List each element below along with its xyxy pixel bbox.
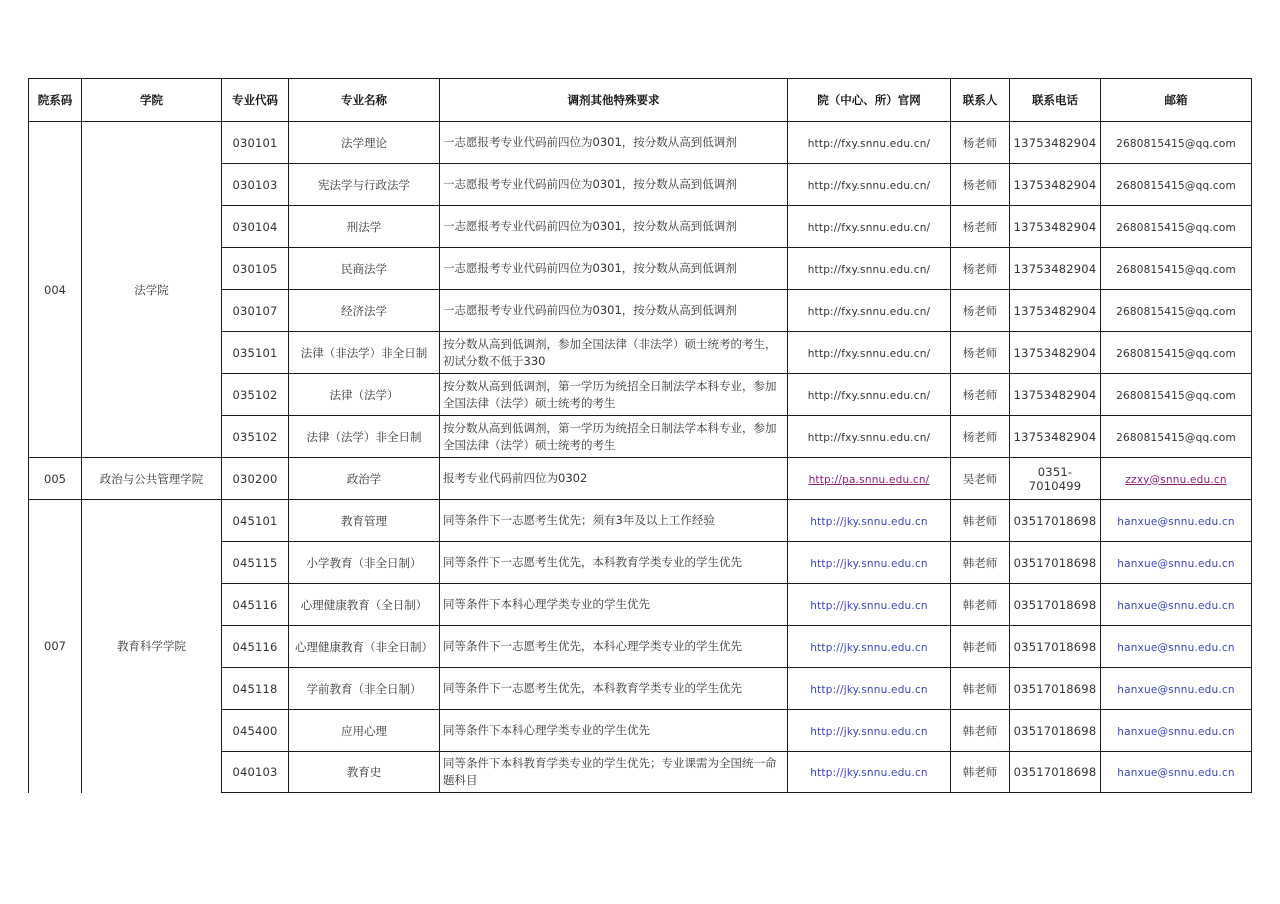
major-name-cell: 法律（法学）非全日制: [289, 416, 440, 458]
major-code-cell: 030105: [222, 248, 289, 290]
contact-cell: 韩老师: [951, 584, 1010, 626]
requirement-cell: 同等条件下本科心理学类专业的学生优先: [440, 710, 788, 752]
website-cell-link[interactable]: http://fxy.snnu.edu.cn/: [807, 179, 931, 192]
email-cell-link[interactable]: hanxue@snnu.edu.cn: [1117, 599, 1235, 612]
major-name-cell: 心理健康教育（非全日制）: [289, 626, 440, 668]
header-college: 学院: [82, 79, 222, 122]
phone-cell: 13753482904: [1010, 248, 1101, 290]
website-cell: [788, 290, 951, 332]
header-email: 邮箱: [1101, 79, 1252, 122]
dept-code-cell: 005: [29, 458, 82, 500]
email-cell: [1101, 164, 1252, 206]
website-cell-link[interactable]: http://fxy.snnu.edu.cn/: [807, 305, 931, 318]
website-cell-link[interactable]: http://jky.snnu.edu.cn: [810, 515, 928, 528]
major-code-cell: 045116: [222, 626, 289, 668]
email-cell-link[interactable]: hanxue@snnu.edu.cn: [1117, 725, 1235, 738]
major-code-cell: 030200: [222, 458, 289, 500]
contact-cell: 杨老师: [951, 164, 1010, 206]
website-cell-link[interactable]: http://jky.snnu.edu.cn: [810, 599, 928, 612]
major-code-cell: 030104: [222, 206, 289, 248]
table-row: [29, 122, 1252, 164]
contact-cell: 韩老师: [951, 668, 1010, 710]
website-cell-link[interactable]: http://jky.snnu.edu.cn: [810, 725, 928, 738]
major-name-cell: 小学教育（非全日制）: [289, 542, 440, 584]
header-dept-code: 院系码: [29, 79, 82, 122]
dept-code-cell: 004: [29, 122, 82, 458]
requirement-cell: 按分数从高到低调剂，第一学历为统招全日制法学本科专业，参加全国法律（法学）硕士统考的考生: [440, 416, 788, 458]
website-cell-link[interactable]: http://jky.snnu.edu.cn: [810, 641, 928, 654]
email-cell: [1101, 248, 1252, 290]
major-name-cell: 法学理论: [289, 122, 440, 164]
website-cell: [788, 122, 951, 164]
requirement-cell: 同等条件下本科心理学类专业的学生优先: [440, 584, 788, 626]
website-cell-link[interactable]: http://fxy.snnu.edu.cn/: [807, 431, 931, 444]
requirement-cell: 同等条件下本科教育学类专业的学生优先；专业课需为全国统一命题科目: [440, 752, 788, 793]
website-cell: [788, 584, 951, 626]
phone-cell: 13753482904: [1010, 416, 1101, 458]
major-name-cell: 心理健康教育（全日制）: [289, 584, 440, 626]
contact-cell: 韩老师: [951, 626, 1010, 668]
phone-cell: 03517018698: [1010, 542, 1101, 584]
contact-cell: 杨老师: [951, 332, 1010, 374]
major-code-cell: 030107: [222, 290, 289, 332]
contact-cell: 韩老师: [951, 500, 1010, 542]
email-cell-link[interactable]: 2680815415@qq.com: [1116, 221, 1236, 234]
table-row: [29, 458, 1252, 500]
email-cell: [1101, 668, 1252, 710]
email-cell-link[interactable]: 2680815415@qq.com: [1116, 137, 1236, 150]
major-code-cell: 035101: [222, 332, 289, 374]
email-cell: [1101, 332, 1252, 374]
website-cell: [788, 458, 951, 500]
website-cell-link[interactable]: http://jky.snnu.edu.cn: [810, 767, 928, 779]
header-requirement: 调剂其他特殊要求: [440, 79, 788, 122]
email-cell: [1101, 542, 1252, 584]
major-code-cell: 045101: [222, 500, 289, 542]
phone-cell: 03517018698: [1010, 668, 1101, 710]
contact-cell: 韩老师: [951, 710, 1010, 752]
email-cell: [1101, 626, 1252, 668]
college-cell: 法学院: [82, 122, 222, 458]
website-cell: [788, 668, 951, 710]
adjustment-table: [28, 78, 1252, 793]
requirement-cell: 按分数从高到低调剂，第一学历为统招全日制法学本科专业，参加全国法律（法学）硕士统考的考生: [440, 374, 788, 416]
email-cell: [1101, 458, 1252, 500]
major-code-cell: 045400: [222, 710, 289, 752]
phone-cell: 03517018698: [1010, 710, 1101, 752]
website-cell: [788, 416, 951, 458]
requirement-cell: 一志愿报考专业代码前四位为0301，按分数从高到低调剂: [440, 290, 788, 332]
major-name-cell: 民商法学: [289, 248, 440, 290]
header-major-code: 专业代码: [222, 79, 289, 122]
email-cell-link[interactable]: hanxue@snnu.edu.cn: [1117, 683, 1235, 696]
website-cell-link[interactable]: http://fxy.snnu.edu.cn/: [807, 389, 931, 402]
email-cell: [1101, 290, 1252, 332]
email-cell-link[interactable]: hanxue@snnu.edu.cn: [1117, 515, 1235, 528]
email-cell-link[interactable]: 2680815415@qq.com: [1116, 263, 1236, 276]
header-contact: 联系人: [951, 79, 1010, 122]
email-cell: [1101, 206, 1252, 248]
contact-cell: 杨老师: [951, 374, 1010, 416]
major-name-cell: 政治学: [289, 458, 440, 500]
website-cell: [788, 752, 951, 793]
major-name-cell: 教育史: [289, 752, 440, 793]
website-cell: [788, 206, 951, 248]
requirement-cell: 同等条件下一志愿考生优先；须有3年及以上工作经验: [440, 500, 788, 542]
major-code-cell: 030103: [222, 164, 289, 206]
dept-code-cell: 007: [29, 500, 82, 793]
major-code-cell: 040103: [222, 752, 289, 793]
website-cell-link[interactable]: http://pa.snnu.edu.cn/: [808, 473, 930, 486]
phone-cell: 03517018698: [1010, 500, 1101, 542]
contact-cell: 杨老师: [951, 290, 1010, 332]
email-cell: [1101, 710, 1252, 752]
email-cell-link[interactable]: hanxue@snnu.edu.cn: [1117, 641, 1235, 654]
college-cell: 政治与公共管理学院: [82, 458, 222, 500]
requirement-cell: 同等条件下一志愿考生优先，本科教育学类专业的学生优先: [440, 668, 788, 710]
contact-cell: 杨老师: [951, 122, 1010, 164]
email-cell: [1101, 374, 1252, 416]
website-cell-link[interactable]: http://fxy.snnu.edu.cn/: [807, 221, 931, 234]
website-cell-link[interactable]: http://jky.snnu.edu.cn: [810, 683, 928, 696]
contact-cell: 吴老师: [951, 458, 1010, 500]
website-cell: [788, 332, 951, 374]
requirement-cell: 报考专业代码前四位为0302: [440, 458, 788, 500]
phone-cell: 03517018698: [1010, 752, 1101, 793]
email-cell-link[interactable]: 2680815415@qq.com: [1116, 389, 1236, 402]
major-name-cell: 法律（非法学）非全日制: [289, 332, 440, 374]
major-code-cell: 045115: [222, 542, 289, 584]
contact-cell: 韩老师: [951, 542, 1010, 584]
requirement-cell: 一志愿报考专业代码前四位为0301，按分数从高到低调剂: [440, 122, 788, 164]
major-name-cell: 宪法学与行政法学: [289, 164, 440, 206]
header-phone: 联系电话: [1010, 79, 1101, 122]
contact-cell: 杨老师: [951, 248, 1010, 290]
email-cell-link[interactable]: 2680815415@qq.com: [1116, 305, 1236, 318]
website-cell-link[interactable]: http://jky.snnu.edu.cn: [810, 557, 928, 570]
major-code-cell: 035102: [222, 416, 289, 458]
website-cell-link[interactable]: http://fxy.snnu.edu.cn/: [807, 263, 931, 276]
requirement-cell: 按分数从高到低调剂，参加全国法律（非法学）硕士统考的考生，初试分数不低于330: [440, 332, 788, 374]
major-name-cell: 应用心理: [289, 710, 440, 752]
phone-cell: 13753482904: [1010, 164, 1101, 206]
requirement-cell: 同等条件下一志愿考生优先，本科心理学类专业的学生优先: [440, 626, 788, 668]
major-name-cell: 教育管理: [289, 500, 440, 542]
major-code-cell: 030101: [222, 122, 289, 164]
major-name-cell: 刑法学: [289, 206, 440, 248]
email-cell-link[interactable]: hanxue@snnu.edu.cn: [1117, 767, 1235, 779]
website-cell: [788, 626, 951, 668]
email-cell: [1101, 122, 1252, 164]
email-cell-link[interactable]: 2680815415@qq.com: [1116, 179, 1236, 192]
phone-cell: 13753482904: [1010, 122, 1101, 164]
email-cell-link[interactable]: zzxy@snnu.edu.cn: [1125, 473, 1227, 486]
email-cell-link[interactable]: 2680815415@qq.com: [1116, 431, 1236, 444]
website-cell: [788, 500, 951, 542]
header-website: 院（中心、所）官网: [788, 79, 951, 122]
major-code-cell: 035102: [222, 374, 289, 416]
email-cell: [1101, 752, 1252, 793]
website-cell: [788, 710, 951, 752]
website-cell-link[interactable]: http://fxy.snnu.edu.cn/: [807, 137, 931, 150]
email-cell: [1101, 416, 1252, 458]
website-cell: [788, 374, 951, 416]
major-name-cell: 法律（法学）: [289, 374, 440, 416]
email-cell-link[interactable]: hanxue@snnu.edu.cn: [1117, 557, 1235, 570]
requirement-cell: 一志愿报考专业代码前四位为0301，按分数从高到低调剂: [440, 164, 788, 206]
header-major-name: 专业名称: [289, 79, 440, 122]
email-cell: [1101, 584, 1252, 626]
website-cell-link[interactable]: http://fxy.snnu.edu.cn/: [807, 347, 931, 360]
contact-cell: 杨老师: [951, 206, 1010, 248]
requirement-cell: 一志愿报考专业代码前四位为0301，按分数从高到低调剂: [440, 206, 788, 248]
college-cell: 教育科学学院: [82, 500, 222, 793]
contact-cell: 杨老师: [951, 416, 1010, 458]
phone-cell: 13753482904: [1010, 206, 1101, 248]
phone-cell: 03517018698: [1010, 626, 1101, 668]
major-name-cell: 经济法学: [289, 290, 440, 332]
major-name-cell: 学前教育（非全日制）: [289, 668, 440, 710]
website-cell: [788, 164, 951, 206]
email-cell: [1101, 500, 1252, 542]
table-body: [29, 122, 1252, 793]
phone-cell: 13753482904: [1010, 290, 1101, 332]
table-header-row: [29, 79, 1252, 122]
phone-cell: 13753482904: [1010, 374, 1101, 416]
email-cell-link[interactable]: 2680815415@qq.com: [1116, 347, 1236, 360]
requirement-cell: 一志愿报考专业代码前四位为0301，按分数从高到低调剂: [440, 248, 788, 290]
contact-cell: 韩老师: [951, 752, 1010, 793]
website-cell: [788, 248, 951, 290]
phone-cell: 13753482904: [1010, 332, 1101, 374]
requirement-cell: 同等条件下一志愿考生优先，本科教育学类专业的学生优先: [440, 542, 788, 584]
table-row: [29, 500, 1252, 542]
website-cell: [788, 542, 951, 584]
major-code-cell: 045118: [222, 668, 289, 710]
phone-cell: 0351-7010499: [1010, 458, 1101, 500]
major-code-cell: 045116: [222, 584, 289, 626]
phone-cell: 03517018698: [1010, 584, 1101, 626]
